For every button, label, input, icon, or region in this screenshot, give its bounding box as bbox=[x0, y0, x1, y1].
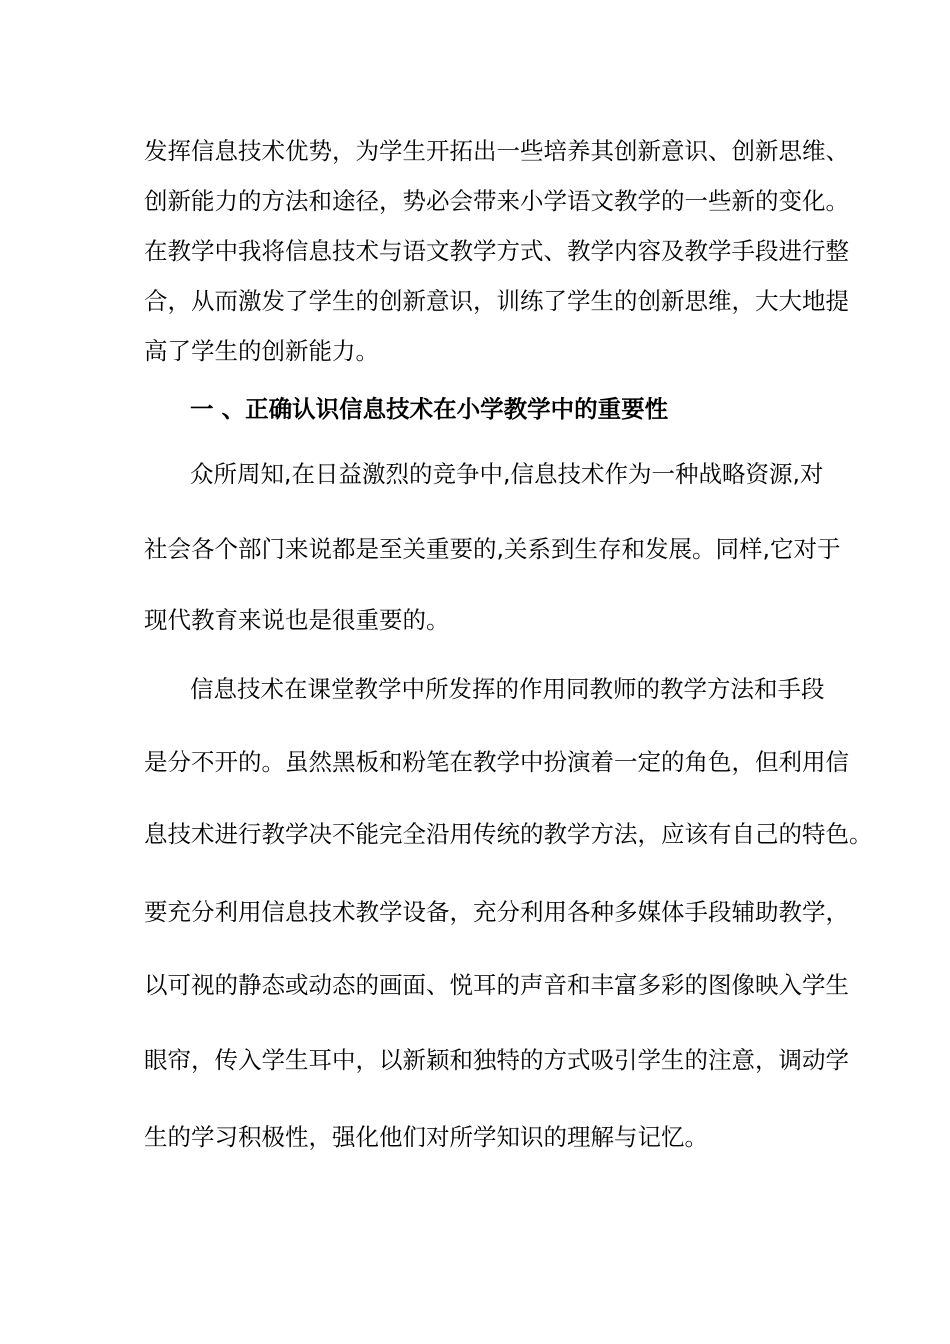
paragraph2-line-6: 眼帘，传入学生耳中，以新颖和独特的方式吸引学生的注意，调动学 bbox=[144, 1046, 849, 1074]
paragraph2-line-7: 生的学习积极性，强化他们对所学知识的理解与记忆。 bbox=[144, 1123, 708, 1151]
paragraph2-line-4: 要充分利用信息技术教学设备，充分利用各种多媒体手段辅助教学， bbox=[144, 898, 849, 926]
intro-line-4: 合，从而激发了学生的创新意识，训练了学生的创新思维，大大地提 bbox=[144, 287, 849, 315]
paragraph1-line-1: 众所周知,在日益激烈的竞争中,信息技术作为一种战略资源,对 bbox=[190, 460, 824, 488]
paragraph2-line-2: 是分不开的。虽然黑板和粉笔在教学中扮演着一定的角色，但利用信 bbox=[144, 748, 849, 776]
paragraph2-line-3: 息技术进行教学决不能完全沿用传统的教学方法，应该有自己的特色。 bbox=[144, 820, 873, 848]
intro-line-5: 高了学生的创新能力。 bbox=[144, 337, 379, 365]
intro-line-2: 创新能力的方法和途径，势必会带来小学语文教学的一些新的变化。 bbox=[144, 187, 849, 215]
intro-line-3: 在教学中我将信息技术与语文教学方式、教学内容及教学手段进行整 bbox=[144, 237, 849, 265]
paragraph1-line-2: 社会各个部门来说都是至关重要的,关系到生存和发展。同样,它对于 bbox=[144, 535, 841, 563]
section-heading: 一 、正确认识信息技术在小学教学中的重要性 bbox=[190, 395, 669, 423]
paragraph1-line-3: 现代教育来说也是很重要的。 bbox=[144, 606, 450, 634]
paragraph2-line-5: 以可视的静态或动态的画面、悦耳的声音和丰富多彩的图像映入学生 bbox=[144, 971, 849, 999]
intro-line-1: 发挥信息技术优势，为学生开拓出一些培养其创新意识、创新思维、 bbox=[144, 137, 849, 165]
paragraph2-line-1: 信息技术在课堂教学中所发挥的作用同教师的教学方法和手段 bbox=[190, 675, 825, 703]
